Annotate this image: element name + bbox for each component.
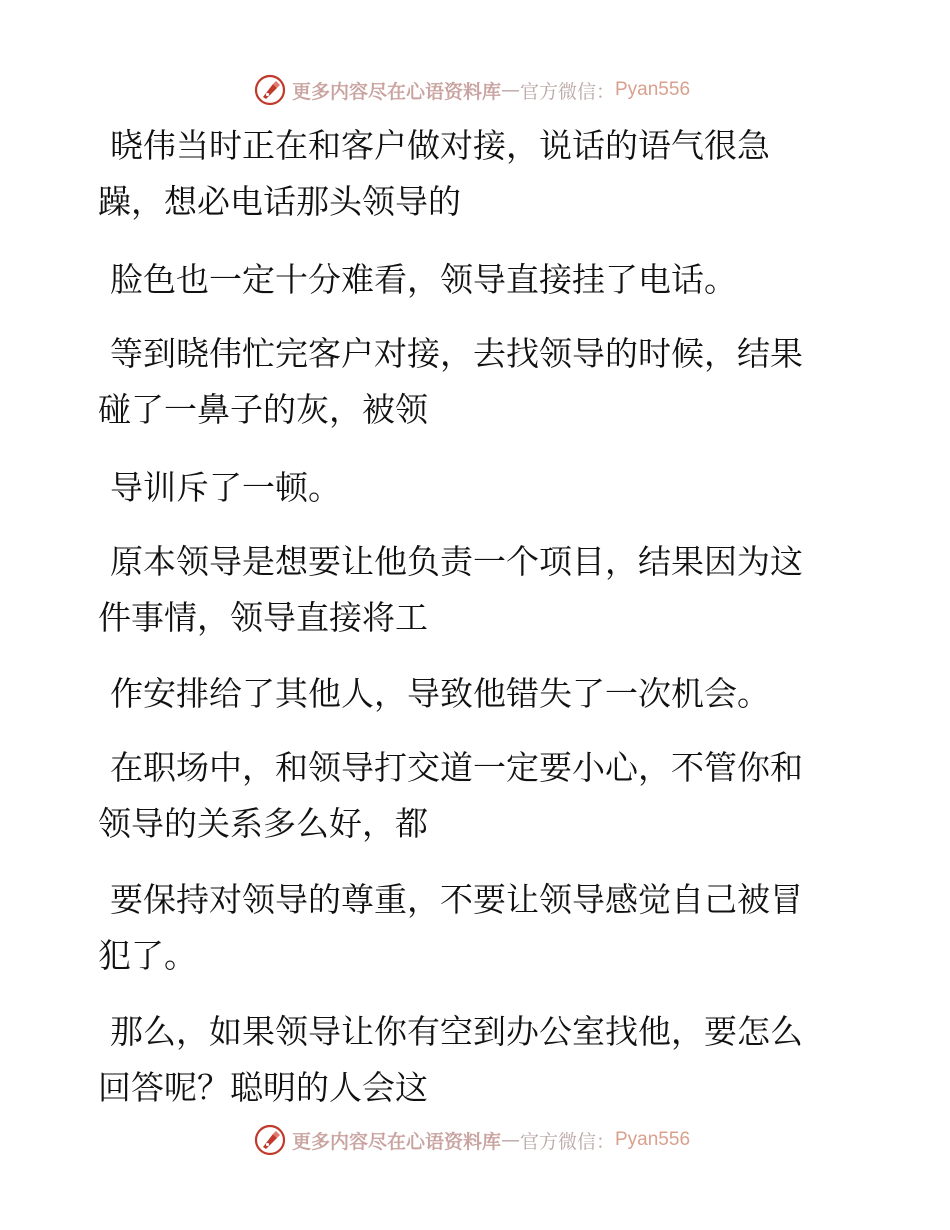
paragraph-line: 导训斥了一顿。 (110, 468, 341, 507)
footer-wechat-id: Pyan556 (615, 1129, 691, 1150)
paragraph-line: 领导的关系多么好，都 (98, 804, 428, 843)
paragraph-line: 晓伟当时正在和客户做对接，说话的语气很急 (110, 126, 770, 165)
header-separator: — (500, 79, 520, 101)
header-wechat-id: Pyan556 (615, 79, 691, 100)
paragraph-2 (98, 252, 838, 308)
paragraph-1 (98, 118, 838, 230)
footer-site-text: 更多内容尽在心语资料库 (291, 1130, 501, 1153)
paragraph-line: 作安排给了其他人，导致他错失了一次机会。 (110, 674, 770, 713)
paragraph-9 (98, 1004, 838, 1116)
paragraph-7 (98, 740, 838, 852)
footer-separator: — (500, 1129, 520, 1151)
paragraph-line: 件事情，领导直接将工 (98, 598, 428, 637)
paragraph-5 (98, 534, 838, 646)
header-site-text: 更多内容尽在心语资料库 (291, 80, 501, 103)
paragraph-line: 犯了。 (98, 936, 197, 975)
footer-banner (0, 1120, 950, 1160)
paragraph-line: 脸色也一定十分难看，领导直接挂了电话。 (110, 260, 737, 299)
paragraph-3 (98, 326, 838, 438)
paragraph-line: 回答呢？聪明的人会这 (98, 1068, 428, 1107)
header-banner (0, 70, 950, 110)
paragraph-line: 要保持对领导的尊重，不要让领导感觉自己被冒 (110, 880, 803, 919)
paragraph-line: 碰了一鼻子的灰，被领 (98, 390, 428, 429)
pen-nib-logo-icon (254, 74, 286, 106)
paragraph-6 (98, 666, 838, 722)
paragraph-line: 那么，如果领导让你有空到办公室找他，要怎么 (110, 1012, 803, 1051)
header-wechat-label: 官方微信： (519, 80, 615, 103)
paragraph-line: 在职场中，和领导打交道一定要小心，不管你和 (110, 748, 803, 787)
paragraph-8 (98, 872, 838, 984)
footer-wechat-label: 官方微信： (519, 1130, 615, 1153)
paragraph-line: 躁，想必电话那头领导的 (98, 182, 461, 221)
paragraph-line: 等到晓伟忙完客户对接，去找领导的时候，结果 (110, 334, 803, 373)
paragraph-line: 原本领导是想要让他负责一个项目，结果因为这 (110, 542, 803, 581)
paragraph-4 (98, 460, 838, 516)
pen-nib-logo-icon (254, 1124, 286, 1156)
